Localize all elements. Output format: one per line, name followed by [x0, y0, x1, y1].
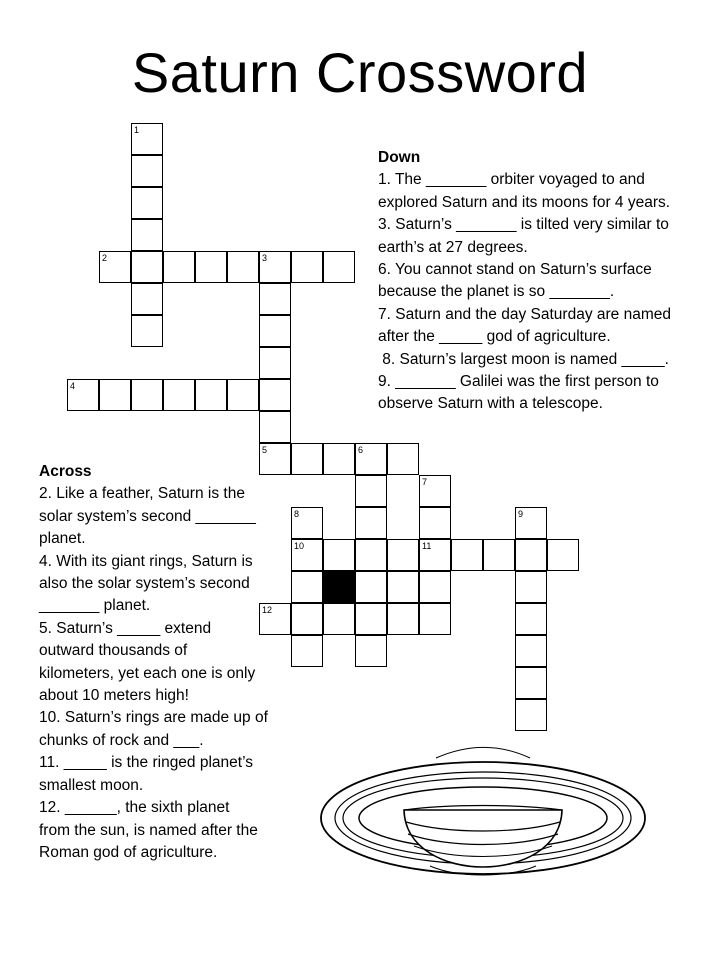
crossword-cell[interactable] — [355, 475, 387, 507]
across-clue-lines — [39, 483, 268, 864]
crossword-cell[interactable] — [131, 379, 163, 411]
crossword-cell[interactable] — [131, 187, 163, 219]
crossword-cell[interactable] — [451, 539, 483, 571]
crossword-cell[interactable] — [291, 539, 323, 571]
crossword-cell[interactable] — [323, 443, 355, 475]
crossword-cell[interactable] — [547, 539, 579, 571]
crossword-cell[interactable] — [291, 635, 323, 667]
down-clue-line: earth’s at 27 degrees. — [378, 238, 528, 256]
down-clues — [378, 147, 671, 416]
crossword-cell[interactable] — [131, 283, 163, 315]
across-clue-line: _______ planet. — [39, 597, 151, 615]
crossword-cell[interactable] — [323, 251, 355, 283]
crossword-cell[interactable] — [131, 219, 163, 251]
crossword-cell[interactable] — [387, 603, 419, 635]
cell-number: 2 — [102, 253, 108, 263]
cell-number: 3 — [262, 253, 268, 263]
across-clue-line: outward thousands of — [39, 642, 188, 660]
down-clue-line: because the planet is so _______. — [378, 283, 615, 301]
crossword-cell[interactable] — [355, 539, 387, 571]
crossword-cell[interactable] — [483, 539, 515, 571]
crossword-cell[interactable] — [227, 379, 259, 411]
across-clue-line: 5. Saturn’s _____ extend — [39, 619, 212, 637]
across-clues — [39, 461, 268, 864]
down-clue-line: 1. The _______ orbiter voyaged to and — [378, 171, 645, 189]
across-clue-line: about 10 meters high! — [39, 687, 189, 705]
cell-number: 7 — [422, 477, 428, 487]
crossword-cell[interactable] — [291, 571, 323, 603]
crossword-cell[interactable] — [323, 539, 355, 571]
down-clue-line: after the _____ god of agriculture. — [378, 328, 611, 346]
crossword-black-cell — [323, 571, 355, 603]
cell-number: 12 — [262, 605, 273, 615]
crossword-cell[interactable] — [291, 507, 323, 539]
down-clue-line: observe Saturn with a telescope. — [378, 395, 603, 413]
down-heading: Down — [378, 149, 421, 166]
crossword-cell[interactable] — [291, 251, 323, 283]
crossword-cell[interactable] — [387, 539, 419, 571]
crossword-cell[interactable] — [355, 443, 387, 475]
crossword-cell[interactable] — [355, 635, 387, 667]
across-clue-line: 12. ______, the sixth planet — [39, 799, 230, 817]
cell-number: 4 — [70, 381, 76, 391]
crossword-cell[interactable] — [259, 347, 291, 379]
crossword-cell[interactable] — [131, 315, 163, 347]
crossword-cell[interactable] — [131, 123, 163, 155]
crossword-cell[interactable] — [515, 667, 547, 699]
crossword-cell[interactable] — [259, 411, 291, 443]
down-clue-line: 8. Saturn’s largest moon is named _____. — [378, 350, 669, 368]
across-clue-line: Roman god of agriculture. — [39, 843, 218, 861]
saturn-illustration — [318, 738, 648, 888]
crossword-cell[interactable] — [323, 603, 355, 635]
crossword-cell[interactable] — [515, 507, 547, 539]
crossword-cell[interactable] — [259, 315, 291, 347]
across-clue-line: solar system’s second _______ — [39, 507, 256, 525]
crossword-cell[interactable] — [259, 379, 291, 411]
across-clue-line: 10. Saturn’s rings are made up of — [39, 709, 268, 727]
crossword-cell[interactable] — [515, 699, 547, 731]
across-clue-line: also the solar system’s second — [39, 575, 250, 593]
across-clue-line: planet. — [39, 530, 86, 548]
crossword-cell[interactable] — [67, 379, 99, 411]
crossword-cell[interactable] — [419, 507, 451, 539]
crossword-cell[interactable] — [387, 571, 419, 603]
crossword-cell[interactable] — [99, 251, 131, 283]
crossword-cell[interactable] — [131, 251, 163, 283]
crossword-cell[interactable] — [419, 603, 451, 635]
cell-number: 9 — [518, 509, 524, 519]
cell-number: 11 — [422, 541, 432, 551]
crossword-cell[interactable] — [227, 251, 259, 283]
cell-number: 5 — [262, 445, 268, 455]
crossword-cell[interactable] — [163, 251, 195, 283]
across-clue-line: from the sun, is named after the — [39, 821, 258, 839]
crossword-cell[interactable] — [515, 635, 547, 667]
crossword-cell[interactable] — [163, 379, 195, 411]
cell-number: 6 — [358, 445, 364, 455]
crossword-cell[interactable] — [195, 379, 227, 411]
down-clue-line: 6. You cannot stand on Saturn’s surface — [378, 261, 652, 279]
down-clue-line: 3. Saturn’s _______ is tilted very similar to — [378, 216, 669, 234]
across-clue-line: 2. Like a feather, Saturn is the — [39, 485, 245, 503]
cell-number: 1 — [134, 125, 140, 135]
across-clue-line: chunks of rock and ___. — [39, 731, 204, 749]
across-clue-line: smallest moon. — [39, 776, 144, 794]
crossword-cell[interactable] — [99, 379, 131, 411]
across-clue-line: kilometers, yet each one is only — [39, 664, 256, 682]
crossword-cell[interactable] — [515, 571, 547, 603]
crossword-cell[interactable] — [387, 443, 419, 475]
crossword-cell[interactable] — [131, 155, 163, 187]
across-clue-line: 4. With its giant rings, Saturn is — [39, 552, 253, 570]
down-clue-line: 9. _______ Galilei was the first person to — [378, 373, 659, 391]
down-clue-lines — [378, 169, 671, 415]
down-clue-line: explored Saturn and its moons for 4 years. — [378, 193, 671, 211]
crossword-cell[interactable] — [355, 507, 387, 539]
crossword-cell[interactable] — [515, 603, 547, 635]
crossword-cell[interactable] — [291, 603, 323, 635]
cell-number: 10 — [294, 541, 305, 551]
page-title: Saturn Crossword — [131, 41, 589, 104]
across-clue-line: 11. _____ is the ringed planet’s — [39, 754, 254, 772]
crossword-cell[interactable] — [195, 251, 227, 283]
crossword-cell[interactable] — [419, 475, 451, 507]
crossword-cell[interactable] — [259, 251, 291, 283]
cell-number: 8 — [294, 509, 300, 519]
down-clue-line: 7. Saturn and the day Saturday are named — [378, 305, 671, 323]
crossword-cell[interactable] — [515, 539, 547, 571]
crossword-cell[interactable] — [419, 571, 451, 603]
crossword-cell[interactable] — [291, 443, 323, 475]
crossword-cell[interactable] — [259, 283, 291, 315]
crossword-cell[interactable] — [355, 571, 387, 603]
crossword-cell[interactable] — [355, 603, 387, 635]
crossword-cell[interactable] — [419, 539, 451, 571]
across-heading: Across — [39, 463, 92, 480]
